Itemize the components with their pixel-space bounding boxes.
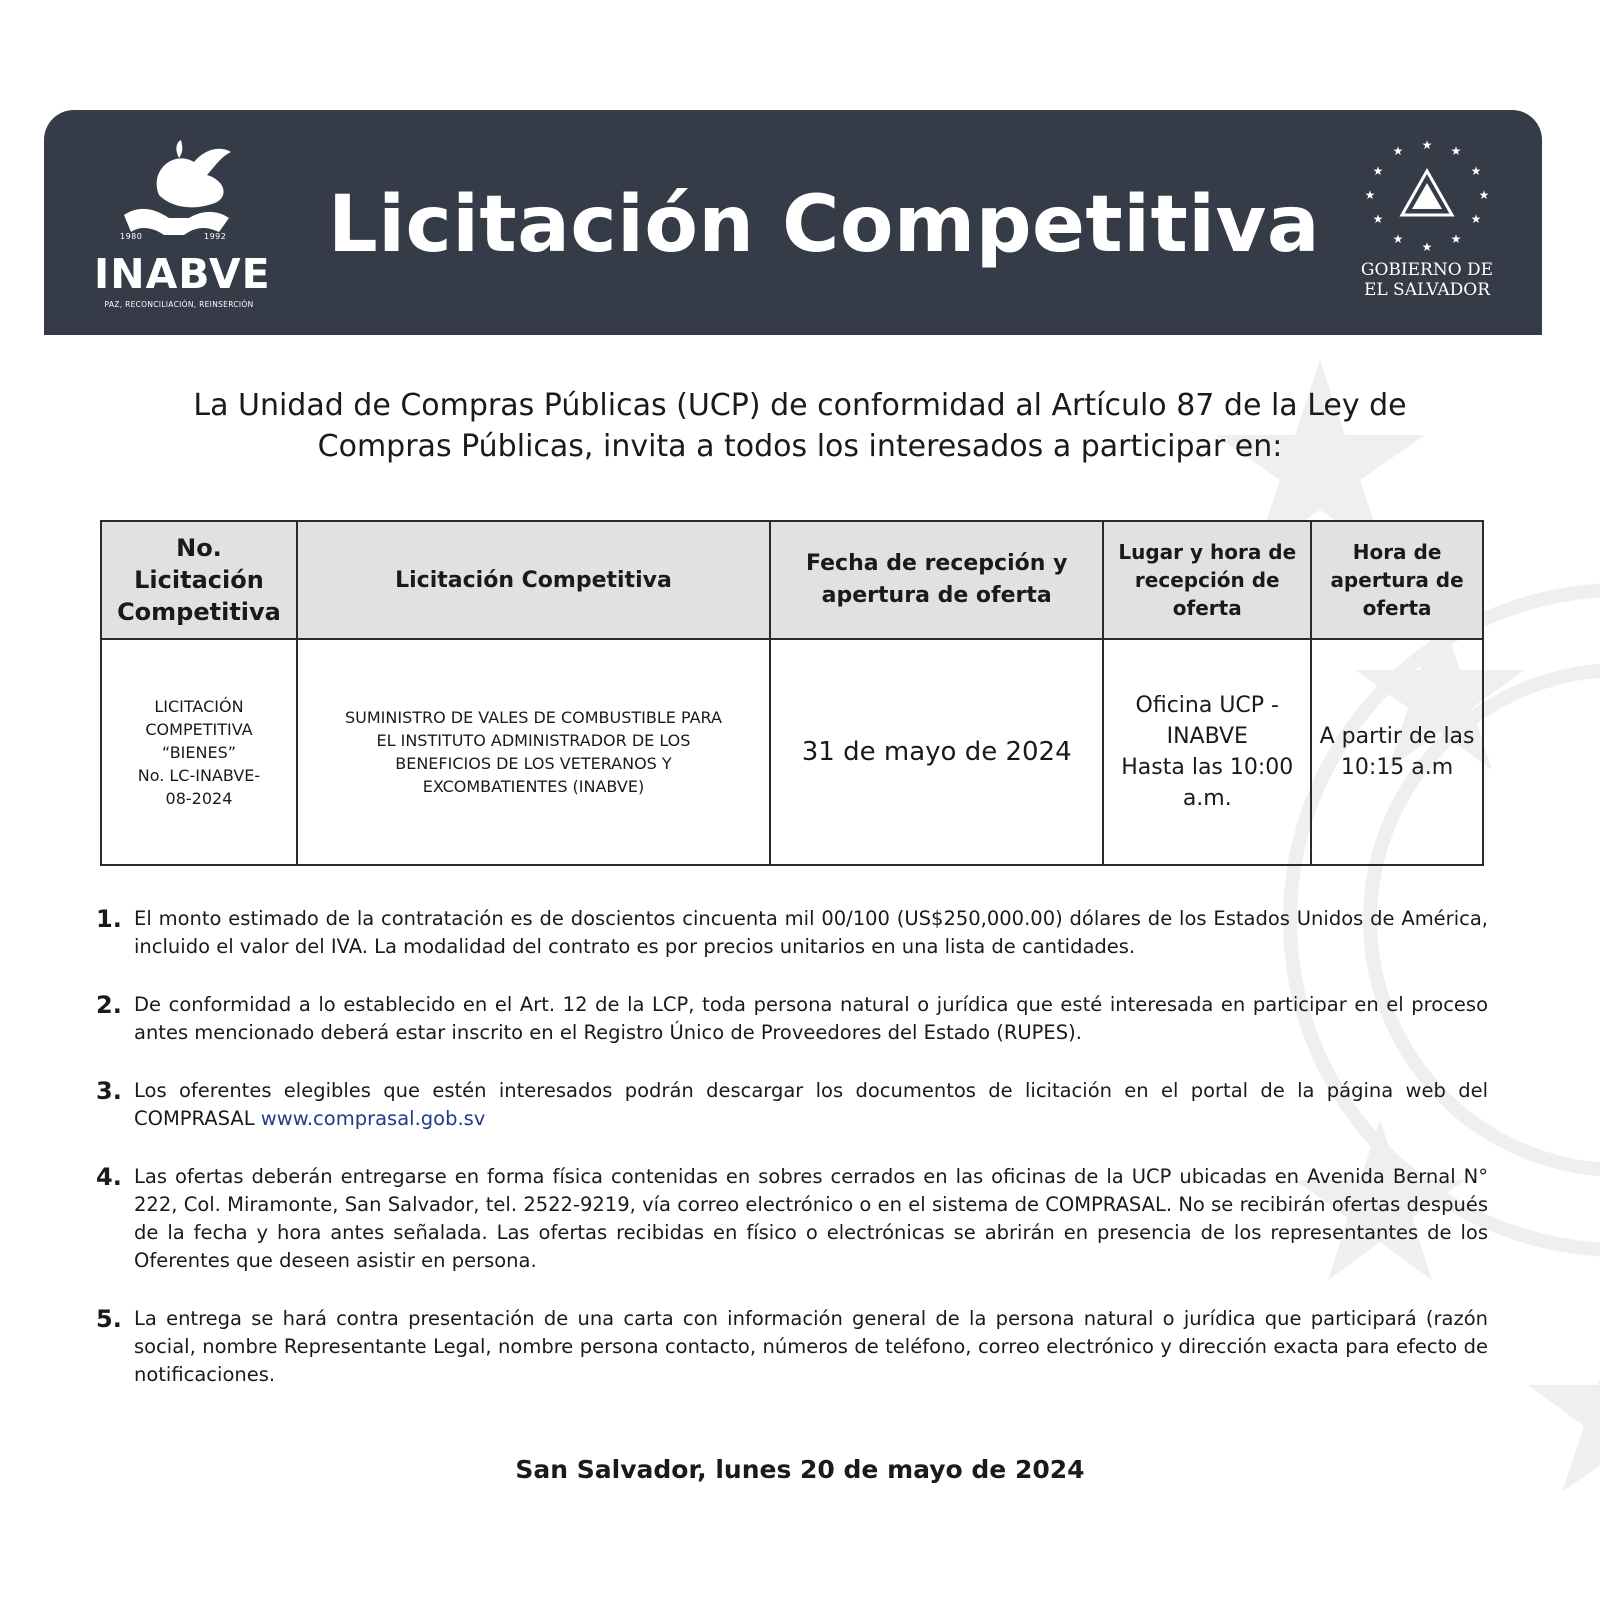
header-text: Competitiva (117, 598, 281, 626)
header-text: Fecha de recepción y (805, 551, 1068, 576)
gobierno-line2: EL SALVADOR (1363, 280, 1491, 300)
cell-text: Hasta las 10:00 (1121, 755, 1294, 780)
header-text: No. (176, 534, 222, 562)
svg-text:★: ★ (1450, 232, 1462, 246)
header-licitacion: Licitación Competitiva (297, 521, 770, 639)
item-text: De conformidad a lo establecido en el Art. 12 de la LCP, toda persona natural o jurídica que esté interesada en participar en el proceso antes mencionado deberá estar inscrito en el Registro Único de Proveedores del Estado (RUPES). (134, 993, 1488, 1044)
cell-text: INABVE (1166, 724, 1248, 749)
cell-text: Oficina UCP - (1135, 693, 1279, 718)
svg-text:★: ★ (1478, 188, 1490, 202)
table-header-row (101, 521, 1483, 639)
header-text: apertura de oferta (821, 583, 1052, 608)
cell-text: BENEFICIOS DE LOS VETERANOS Y (395, 754, 672, 773)
conditions-list (96, 905, 1488, 1419)
header-no-licitacion (101, 521, 297, 639)
item-text: El monto estimado de la contratación es de doscientos cincuenta mil 00/100 (US$250,000.00) dólares de los Estados Unidos de América, incluido el valor del IVA. La modalidad del contrato es por precios unitarios en una lista de cantidades. (134, 907, 1488, 958)
header-text: Licitación (134, 566, 264, 594)
header-lugar-hora (1103, 521, 1311, 639)
cell-text: No. LC-INABVE- (137, 765, 261, 785)
list-item (96, 991, 1488, 1047)
cell-hora-apertura (1311, 639, 1483, 865)
item-number: 1. (96, 905, 122, 933)
svg-text:★: ★ (1421, 240, 1433, 254)
list-item (96, 1305, 1488, 1389)
year-start: 1980 (120, 232, 143, 241)
item-number: 2. (96, 991, 122, 1019)
item-text-wrapper (134, 1077, 1488, 1133)
svg-text:★: ★ (1421, 138, 1433, 152)
item-text: Los oferentes elegibles que estén interesados podrán descargar los documentos de licitación en el portal de la página web del COMPRASAL (134, 1079, 1488, 1130)
cell-fecha: 31 de mayo de 2024 (770, 639, 1103, 865)
inabve-tagline: PAZ, RECONCILIACIÓN, REINSERCIÓN (104, 300, 254, 309)
header-text: recepción de (1134, 568, 1280, 592)
table-row (101, 639, 1483, 865)
cell-text: A partir de las (1319, 724, 1475, 749)
item-number: 3. (96, 1077, 122, 1105)
year-end: 1992 (204, 232, 227, 241)
svg-text:★: ★ (1450, 144, 1462, 158)
header-banner (44, 110, 1542, 335)
item-number: 5. (96, 1305, 122, 1333)
cell-text: 08-2024 (165, 788, 233, 808)
item-number: 4. (96, 1163, 122, 1191)
intro-line2: Compras Públicas, invita a todos los interesados a participar en: (317, 429, 1283, 464)
place-date: San Salvador, lunes 20 de mayo de 2024 (515, 1455, 1085, 1484)
header-text: oferta (1362, 596, 1432, 620)
svg-text:★: ★ (1372, 212, 1384, 226)
cell-lugar-hora (1103, 639, 1311, 865)
list-item (96, 905, 1488, 961)
header-fecha (770, 521, 1103, 639)
header-text: Lugar y hora de (1118, 540, 1297, 564)
list-item (96, 1077, 1488, 1133)
gobierno-logo (1352, 135, 1502, 305)
list-item (96, 1163, 1488, 1275)
cell-text: a.m. (1182, 786, 1232, 811)
inabve-logo (94, 140, 271, 310)
header-text: apertura de (1330, 568, 1464, 592)
item-text: La entrega se hará contra presentación de una carta con información general de la persona natural o jurídica que participará (razón social, nombre Representante Legal, nombre persona contacto, números de teléfono, correo electrónico y dirección exacta para efecto de notificaciones. (134, 1307, 1488, 1386)
svg-text:★: ★ (1392, 144, 1404, 158)
svg-text:★: ★ (1470, 164, 1482, 178)
svg-text:★: ★ (1392, 232, 1404, 246)
header-text: Hora de (1352, 540, 1442, 564)
coat-of-arms-icon (1352, 135, 1502, 255)
svg-text:★: ★ (1364, 188, 1376, 202)
cell-text: EXCOMBATIENTES (INABVE) (422, 777, 645, 796)
cell-text: EL INSTITUTO ADMINISTRADOR DE LOS (376, 731, 691, 750)
inabve-wordmark: INABVE (94, 250, 271, 298)
page-title: Licitación Competitiva (328, 180, 1320, 270)
gobierno-line1: GOBIERNO DE (1360, 260, 1494, 280)
item-text: Las ofertas deberán entregarse en forma física contenidas en sobres cerrados en las oficinas de la UCP ubicadas en Avenida Bernal N° 222, Col. Miramonte, San Salvador, tel. 2522-9219, vía correo electrónico o en el sistema de COMPRASAL. No se recibirán ofertas después de la fecha y hora antes señalada. Las ofertas recibidas en físico o electrónicas se abrirán en presencia de los representantes de los Oferentes que deseen asistir en persona. (134, 1165, 1488, 1272)
cell-text: “BIENES” (161, 742, 237, 762)
svg-text:★: ★ (1372, 164, 1384, 178)
cell-text: LICITACIÓN (154, 696, 244, 716)
comprasal-link[interactable]: www.comprasal.gob.sv (260, 1107, 486, 1130)
tender-table (100, 520, 1484, 866)
header-hora-apertura (1311, 521, 1483, 639)
cell-text: SUMINISTRO DE VALES DE COMBUSTIBLE PARA (344, 708, 722, 727)
cell-numero (101, 639, 297, 865)
header-text: oferta (1172, 596, 1242, 620)
svg-text:★: ★ (1470, 212, 1482, 226)
cell-text: 10:15 a.m (1340, 755, 1454, 780)
intro-paragraph (140, 385, 1460, 467)
cell-descripcion (297, 639, 770, 865)
cell-text: COMPETITIVA (145, 719, 253, 739)
intro-line1: La Unidad de Compras Públicas (UCP) de conformidad al Artículo 87 de la Ley de (193, 388, 1407, 423)
